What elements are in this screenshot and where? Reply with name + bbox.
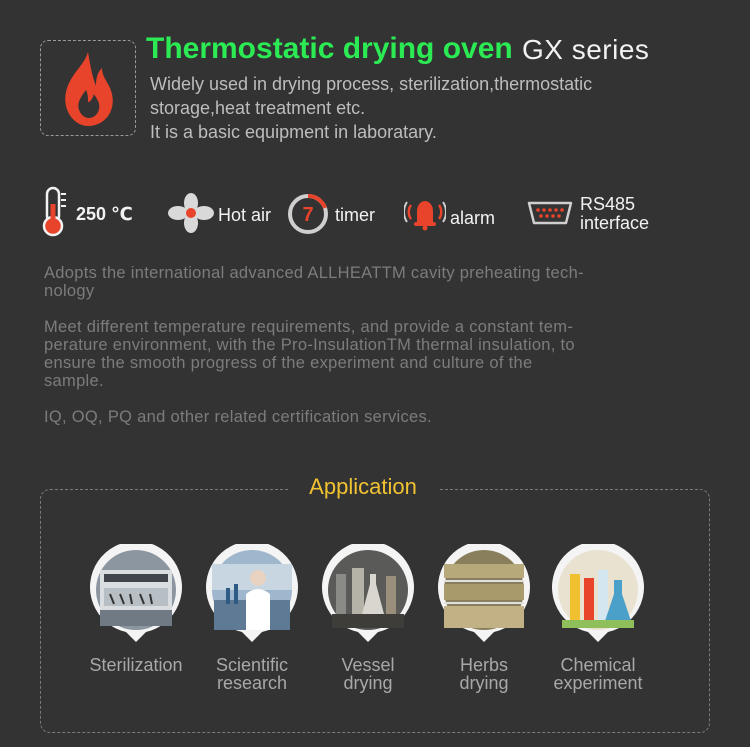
timer-icon <box>287 193 329 235</box>
application-title: Application <box>309 474 417 499</box>
paragraph-line: perature environment, with the Pro-InsulationTM thermal insulation, to <box>44 336 575 354</box>
application-label-chemical-experiment <box>533 656 663 692</box>
paragraph-line: nology <box>44 282 95 300</box>
chemical-experiment-image <box>548 544 648 644</box>
application-label-line: Scientific <box>215 655 289 675</box>
application-label-line: experiment <box>553 673 643 693</box>
paragraph-line: Meet different temperature requirements, and provide a constant tem- <box>44 318 574 336</box>
description-line: storage,heat treatment etc. <box>150 98 366 118</box>
application-label-line: Sterilization <box>89 655 183 675</box>
paragraph-line: sample. <box>44 372 104 390</box>
scientific-research-image <box>202 544 302 644</box>
product-title: Thermostatic drying oven <box>146 32 513 65</box>
flame-icon <box>40 40 136 136</box>
feature-rs485-line1: RS485 <box>580 194 636 214</box>
application-label-sterilization <box>71 656 201 674</box>
feature-hot-air-label: Hot air <box>218 205 272 225</box>
feature-rs485-line2: interface <box>580 213 650 233</box>
product-series: GX series <box>522 34 650 65</box>
application-label-scientific-research <box>187 656 317 692</box>
thermometer-icon <box>40 186 68 238</box>
feature-rs485-label <box>580 195 649 233</box>
application-label-line: Herbs <box>459 655 508 675</box>
description-line: Widely used in drying process, sterilization,thermostatic <box>150 74 593 94</box>
paragraph-line: Adopts the international advanced ALLHEATTM cavity preheating tech- <box>44 264 584 282</box>
application-label-line: drying <box>343 673 393 693</box>
serial-port-icon <box>526 200 574 226</box>
paragraph-line: IQ, OQ, PQ and other related certification services. <box>44 408 432 426</box>
description-line: It is a basic equipment in laboratary. <box>150 122 437 142</box>
logo-frame <box>40 40 136 136</box>
application-label-line: Vessel <box>341 655 395 675</box>
svg-text:7: 7 <box>302 204 314 226</box>
paragraph-line: ensure the smooth progress of the experiment and culture of the <box>44 354 533 372</box>
product-description <box>150 72 710 144</box>
feature-timer-label: timer <box>335 205 375 225</box>
feature-temperature-label: 250 ℃ <box>76 204 133 224</box>
herbs-drying-image <box>434 544 534 644</box>
application-label-line: Chemical <box>560 655 636 675</box>
vessel-drying-image <box>318 544 418 644</box>
paragraph-temperature <box>44 318 712 390</box>
application-label-line: research <box>216 673 288 693</box>
sterilization-image <box>86 544 186 644</box>
application-label-line: drying <box>459 673 509 693</box>
alarm-bell-icon <box>404 195 446 231</box>
application-label-herbs-drying <box>419 656 549 692</box>
feature-alarm-label: alarm <box>450 208 496 228</box>
paragraph-certification <box>44 408 712 426</box>
fan-icon <box>168 193 214 233</box>
paragraph-preheating <box>44 264 712 300</box>
application-label-vessel-drying <box>303 656 433 692</box>
